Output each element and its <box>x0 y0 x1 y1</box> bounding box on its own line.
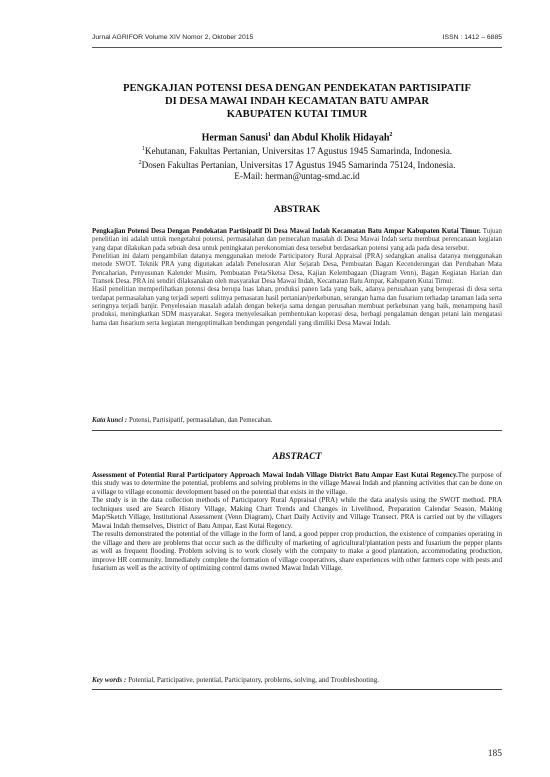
author-email: E-Mail: herman@untag-smd.ac.id <box>234 171 360 182</box>
abstrak-paragraph-1 <box>92 228 502 253</box>
journal-info: Jurnal AGRIFOR Volume XIV Nomor 2, Oktober 2015 <box>92 34 254 41</box>
author-conjunction: dan <box>271 132 292 144</box>
author-names <box>92 130 502 144</box>
paper-title <box>92 83 502 121</box>
abstrak-rule <box>92 430 502 431</box>
title-line-3: KABUPATEN KUTAI TIMUR <box>226 108 368 120</box>
author-1: Herman Sanusi <box>201 132 268 144</box>
affiliation-2-text: Dosen Fakultas Pertanian, Universitas 17 Agustus 1945 Samarinda 75124, Indonesia. <box>141 159 456 170</box>
abstract-body <box>92 471 502 572</box>
abstract-heading-text: ABSTRACT <box>272 451 322 462</box>
key-words <box>92 676 502 684</box>
title-line-1: PENGKAJIAN POTENSI DESA DENGAN PENDEKATAN PARTISIPATIF <box>123 83 471 94</box>
author-2-sup: 2 <box>389 132 393 138</box>
abstrak-paragraph-3: Hasil penelitian memperlihatkan potensi desa berupa luas lahan, produksi panen lada yang baik, adanya perusahaan yang beroperasi di desa serta terdapat permasalahan yang terjadi seperti sulitnya pemasaran hasil pertanian/perkebunan, serangan hama dan fusarium terhadap tanaman lada serta seringnya terjadi banjir. Penyelesaian masalah adalah dengan bekerja sama dengan perusahan membuat perkebunan yang baik, menampung hasil produksi, meningkatkan SDM masyarakat. Segera menyelesaikan pembentukan koperasi desa, berbagi pengalaman dengan petani lain mengatasi hama dan fusarium serta kegiatan mengoptimalkan bendungan pengendali yang dimiliki Desa Mawai Indah. <box>92 286 502 327</box>
abstrak-p1: Tujuan penelitian ini adalah untuk mengetahui potensi, permasalahan dan pemecahan masalah di Desa Mawai Indah serta membuat perencanaan kegiatan yang dapat dilakukan pada sebuah desa untuk peningkatan perekonomian desa tersebut berdasarkan potensi yang ada pada desa tersebut. <box>92 228 503 252</box>
affiliation-1 <box>92 144 502 158</box>
author-2: Abdul Kholik Hidayah <box>291 132 390 144</box>
author-1-sup: 1 <box>268 132 271 138</box>
running-header <box>92 34 502 46</box>
affiliation-1-sup: 1 <box>141 145 145 152</box>
abstract-lead: Assessment of Potential Rural Participatory Approach Mawai Indah Village District Batu Ampar East Kutai Regency. <box>92 471 458 479</box>
abstract-paragraph-3: The results demonstrated the potential of the village in the form of land, a good pepper crop production, the existence of companies operating in the village and there are problems that occur such as the difficulty of marketing of agricultural/plantation pests and fusarium the pepper plants as well as frequent flooding. Problem solving is to work closely with the company to make a good plantation, accommodating production, improve HR community. Immediately complete the formation of village cooperatives, share experiences with other farmers cope with pests and fusarium as well as the activity of optimizing control dams owned Mawai Indah Village. <box>92 530 502 572</box>
header-rule <box>92 47 502 48</box>
kata-kunci <box>92 417 502 425</box>
affiliation-2-sup: 2 <box>138 159 142 166</box>
abstract-p1: The purpose of this study was to determine the potential, problems and solving problems in the village Mawai Indah and planning activities that can be done on a village to village economic development based on the potential that exists in the village. <box>92 471 502 496</box>
abstrak-paragraph-2: Penelitian ini dalam pengambilan datanya menggunakan metode Participatory Rural Appraisal (PRA) sedangkan analisa datanya menggunakan metode SWOT. Teknik PRA yang digunakan adalah Penelusuran Alur Sejarah Desa, Pembuatan Bagan Kecenderungan dan Perubahan Mata Pencaharian, Penyusunan Kalender Musim, Pembuatan Peta/Sketsa Desa, Kajian Kelembagaan (Diagram Venn), Bagan Kegiatan Harian dan Transek Desa. PRA ini sendiri dilaksanakan oleh masyarakat Desa Mawai Indah, Kecamatan Batu Ampar, Kabupaten Kutai Timur. <box>92 253 502 286</box>
page-number: 185 <box>487 749 502 759</box>
abstract-heading <box>92 451 502 462</box>
key-words-text: Potential, Participative, potential, Participatory, problems, solving, and Troubleshooting. <box>126 676 380 684</box>
key-words-label: Key words : <box>92 676 127 684</box>
abstrak-heading: ABSTRAK <box>273 204 321 215</box>
affiliation-2 <box>92 158 502 172</box>
abstrak-body <box>92 228 502 328</box>
abstract-rule <box>92 689 502 690</box>
abstract-paragraph-2: The study is in the data collection methods of Participatory Rural Appraisal (PRA) while the data analysis using the SWOT method. PRA techniques used are Search History Village, Making Chart Trends and Changes in Livelihood, Preparation Calendar Season, Making Map/Sketch Village, Institutional Assessment (Venn Diagram), Chart Daily Activity and Village Transect. PRA is carried out by the villagers Mawai Indah themselves, District of Batu Ampar, East Kutai Regency. <box>92 496 502 530</box>
abstract-paragraph-1 <box>92 471 502 496</box>
kata-kunci-label: Kata kunci : <box>92 417 128 424</box>
abstrak-lead: Pengkajian Potensi Desa Dengan Pendekatan Partisipatif Di Desa Mawai Indah Kecamatan Batu Ampar Kabupaten Kutai Timur. <box>92 228 481 235</box>
issn: ISSN : 1412 – 6885 <box>442 34 502 41</box>
author-block <box>92 130 502 183</box>
title-line-2: DI DESA MAWAI INDAH KECAMATAN BATU AMPAR <box>164 95 430 107</box>
kata-kunci-text: Potensi, Partisipatif, permasalahan, dan Pemecahan. <box>127 417 273 424</box>
affiliation-1-text: Kehutanan, Fakultas Pertanian, Universitas 17 Agustus 1945 Samarinda, Indonesia. <box>144 145 453 156</box>
